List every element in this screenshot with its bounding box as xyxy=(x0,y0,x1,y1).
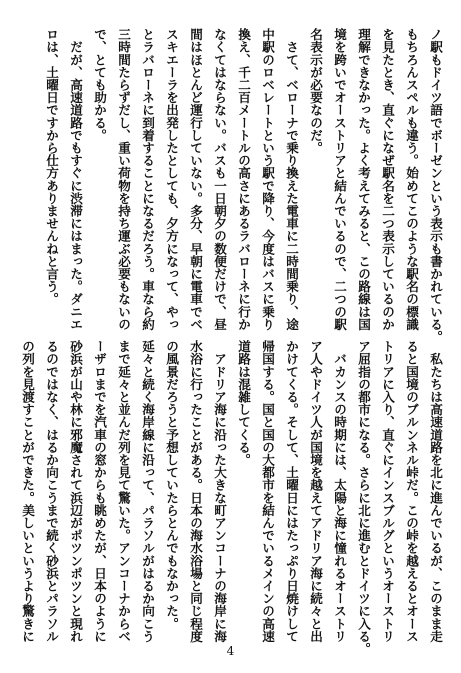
text-line: ロは、土曜日ですから仕方ありませんねと言う。 xyxy=(44,28,59,306)
text-line: の風景だろうと予想していたらとんでもなかった。 xyxy=(164,340,179,630)
lower-text-block xyxy=(7,340,447,655)
text-line: なくてはならない。バスも一日朝夕の数便だけで、昼 xyxy=(212,28,227,331)
text-line: 境を跨いでオーストリアと結んでいるので、二つの駅 xyxy=(332,28,347,331)
text-line: 中駅のロベレートという駅で降り、今度はバスに乗り xyxy=(260,28,275,331)
text-line: まで延々と並んだ列を見て驚いた。アンコーナからベ xyxy=(116,340,131,643)
text-line: の列を見渡すことができた。美しいというより驚きに xyxy=(20,340,35,643)
text-line: 理解できなかった。よく考えてみると、この路線は国 xyxy=(356,28,371,331)
text-line: を見たとき、直ぐになぜ駅名を二つ表示しているのか xyxy=(380,28,395,331)
text-line: 私たちは高速道路を北に進んでいるが、このまま走 xyxy=(428,340,443,643)
text-line: だが、高速道路でもすぐに渋滞にはまった。ダニエ xyxy=(68,28,83,331)
text-line: 間はほとんど運行していない。多分、早朝に電車でベ xyxy=(188,28,203,331)
text-line: もちろんスペルも違う。始めてこのような駅名の標識 xyxy=(404,28,419,331)
text-line: ア屈指の都市になる。さらに北に進むとドイツに入る。 xyxy=(356,340,371,655)
text-line: 三時間たらずだし、重い荷物を持ち運ぶ必要もないの xyxy=(116,28,131,331)
text-line: さて、ベローナで乗り換えた電車に二時間乗り、途 xyxy=(284,28,299,331)
text-line: ーザロまでを汽車の窓からも眺めたが、日本のように xyxy=(92,340,107,643)
text-line: トリアに入り、直ぐにインスブルグというオーストリ xyxy=(380,340,395,643)
text-line: 帰国する。国と国の大都市を結んでいるメインの高速 xyxy=(260,340,275,643)
text-line: 換え、千二百メートルの高さにあるラバローネに行か xyxy=(236,28,251,331)
text-line: かけてくる。そして、土曜日にはたっぷり日焼けして xyxy=(284,340,299,643)
text-line: 道路は混雑してくる。 xyxy=(236,340,251,466)
text-line: 水浴に行ったことがある。日本の海水浴場と同じ程度 xyxy=(188,340,203,643)
upper-text-block xyxy=(7,28,447,343)
text-line: ると国境のブルンネル峠だ。この峠を越えるとオース xyxy=(404,340,419,643)
text-line: バカンスの時期には、太陽と海に憧れるオーストリ xyxy=(332,340,347,643)
text-line: 延々と続く海岸線に沿って、パラソルがはるか向こう xyxy=(140,340,155,643)
text-line: るのではなく、はるか向こうまで続く砂浜とパラソル xyxy=(44,340,59,643)
text-line: 名表示が必要なのだ。 xyxy=(308,28,323,154)
page-number: 4 xyxy=(226,644,235,658)
text-line: ノ駅もドイツ語でボーゼンという表示も書かれている。 xyxy=(428,28,443,343)
text-line: ア人やドイツ人が国境を越えてアドリア海に続々と出 xyxy=(308,340,323,643)
text-line: スキエーラを出発したとしても、夕方になって、やっ xyxy=(164,28,179,331)
text-line: 砂浜が山や林に邪魔されて浜辺がポツンポツンと現れ xyxy=(68,340,83,643)
text-line: で、とても助かる。 xyxy=(92,28,107,142)
text-line: アドリア海に沿った大きな町アンコーナの海岸に海 xyxy=(212,340,227,643)
text-line: とラバローネに到着することになるだろう。車なら約 xyxy=(140,28,155,331)
